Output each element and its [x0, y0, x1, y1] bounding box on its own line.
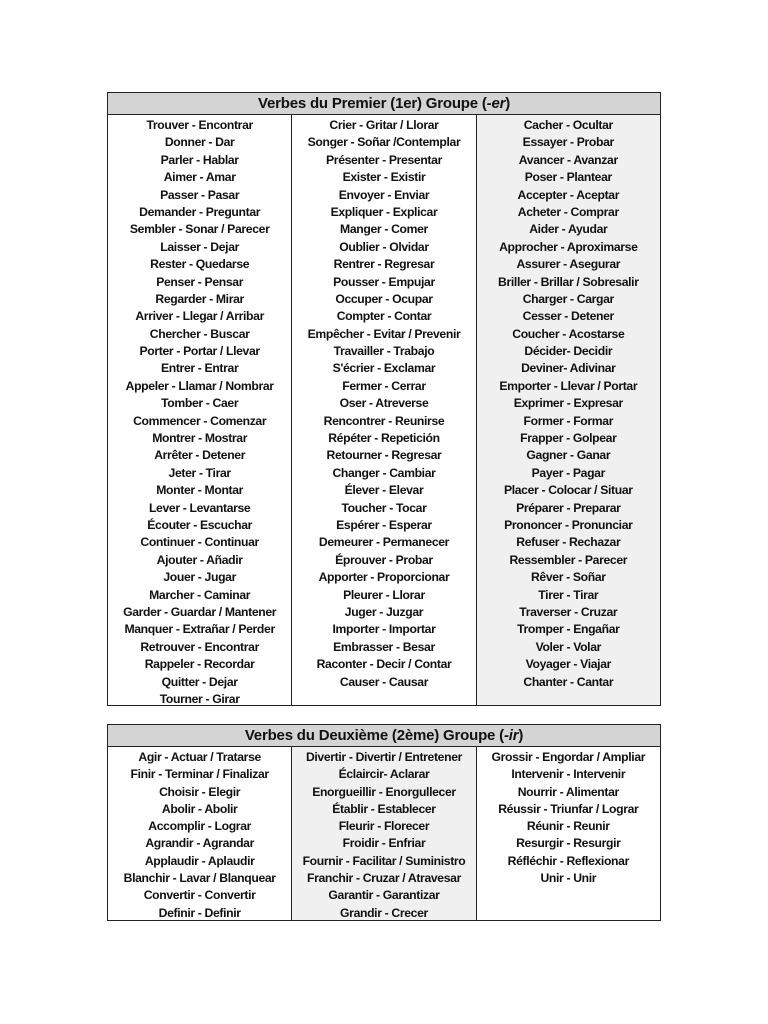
verb-entry: Marcher - Caminar	[149, 587, 251, 602]
verb-entry: Garder - Guardar / Mantener	[123, 604, 277, 619]
verb-entry: Éclaircir- Aclarar	[338, 767, 430, 782]
verb-entry: Pleurer - Llorar	[343, 587, 425, 602]
verb-entry: Causer - Causar	[339, 674, 429, 689]
verb-entry: Retourner - Regresar	[326, 448, 442, 463]
verb-entry: Expliquer - Explicar	[330, 204, 438, 219]
verb-entry: Jeter - Tirar	[168, 465, 231, 480]
verb-entry: Payer - Pagar	[531, 465, 605, 480]
first-group-title-text: Verbes du Premier (1er) Groupe (	[257, 95, 487, 112]
verb-entry: Emporter - Llevar / Portar	[499, 378, 638, 393]
verb-entry: S'écrier - Exclamar	[332, 361, 436, 376]
verb-entry: Rappeler - Recordar	[144, 657, 255, 672]
verb-entry: Rêver - Soñar	[530, 570, 606, 585]
first-group-title-close: )	[505, 95, 511, 112]
verb-entry: Passer - Pasar	[160, 187, 240, 202]
verb-entry: Exister - Existir	[342, 170, 426, 185]
verb-entry: Gagner - Ganar	[526, 448, 611, 463]
verb-entry: Fournir - Facilitar / Suministro	[302, 853, 466, 868]
verb-entry: Agrandir - Agrandar	[145, 836, 255, 851]
second-group-title	[108, 725, 660, 747]
verb-entry: Changer - Cambiar	[332, 465, 436, 480]
verb-entry: Écouter - Escuchar	[147, 517, 253, 532]
verb-entry: Jouer - Jugar	[163, 570, 236, 585]
verb-entry: Grossir - Engordar / Ampliar	[491, 750, 646, 764]
verb-entry: Réunir - Reunir	[526, 819, 610, 834]
verb-entry: Divertir - Divertir / Entretener	[305, 750, 463, 764]
verb-entry: Traverser - Cruzar	[519, 604, 618, 619]
first-group-title-ending: -er	[486, 95, 506, 112]
verb-entry: Chercher - Buscar	[149, 326, 250, 341]
verb-entry: Former - Formar	[523, 413, 614, 428]
verb-entry: Oublier - Olvidar	[339, 239, 429, 254]
verb-entry: Rencontrer - Reunirse	[323, 413, 445, 428]
verb-entry: Accomplir - Lograr	[148, 819, 252, 834]
verb-entry: Demander - Preguntar	[139, 204, 261, 219]
verb-entry: Laisser - Dejar	[160, 239, 240, 254]
verb-entry: Aider - Ayudar	[529, 222, 608, 237]
verb-entry: Réussir - Triunfar / Lograr	[498, 801, 639, 816]
verb-entry: Juger - Juzgar	[344, 604, 424, 619]
verb-entry: Chanter - Cantar	[523, 674, 614, 689]
verb-entry: Compter - Contar	[336, 309, 432, 324]
verb-entry: Refuser - Rechazar	[516, 535, 621, 550]
verb-entry: Intervenir - Intervenir	[511, 767, 626, 782]
verb-entry: Montrer - Mostrar	[152, 431, 248, 446]
verb-entry: Grandir - Crecer	[340, 905, 428, 920]
verb-entry: Nourrir - Alimentar	[517, 784, 619, 799]
verb-entry: Porter - Portar / Llevar	[139, 344, 260, 359]
verb-entry: Parler - Hablar	[160, 152, 239, 167]
verb-entry: Aimer - Amar	[163, 170, 236, 185]
verb-entry: Sembler - Sonar / Parecer	[129, 222, 270, 237]
verb-entry: Penser - Pensar	[156, 274, 244, 289]
verb-entry: Appeler - Llamar / Nombrar	[125, 378, 274, 393]
verb-entry: Travailler - Trabajo	[333, 344, 435, 359]
verb-entry: Raconter - Decir / Contar	[316, 657, 452, 672]
verb-entry: Resurgir - Resurgir	[516, 836, 621, 851]
verb-entry: Élever - Elevar	[344, 483, 424, 498]
verb-entry: Ressembler - Parecer	[509, 552, 628, 567]
verb-entry: Choisir - Elegir	[159, 784, 241, 799]
verb-entry: Unir - Unir	[540, 871, 597, 886]
verb-entry: Arriver - Llegar / Arribar	[135, 309, 264, 324]
verb-entry: Briller - Brillar / Sobresalir	[498, 274, 639, 289]
verb-entry: Quitter - Dejar	[161, 674, 238, 689]
verb-entry: Placer - Colocar / Situar	[503, 483, 633, 498]
verb-entry: Fleurir - Florecer	[338, 819, 430, 834]
second-group-column-2	[291, 747, 475, 920]
verb-entry: Blanchir - Lavar / Blanquear	[123, 871, 276, 886]
second-group-title-close: )	[518, 727, 524, 744]
verb-entry: Continuer - Continuar	[140, 535, 259, 550]
verb-entry: Empêcher - Evitar / Prevenir	[307, 326, 461, 341]
verb-entry: Voyager - Viajar	[525, 657, 612, 672]
verb-entry: Applaudir - Aplaudir	[144, 853, 255, 868]
verb-entry: Retrouver - Encontrar	[140, 639, 259, 654]
verb-entry: Importer - Importar	[332, 622, 436, 637]
verb-entry: Demeurer - Permanecer	[318, 535, 450, 550]
verb-entry: Assurer - Asegurar	[516, 257, 621, 272]
verb-entry: Lever - Levantarse	[148, 500, 251, 515]
second-group-title-text: Verbes du Deuxième (2ème) Groupe (	[244, 727, 504, 744]
verb-entry: Tromper - Engañar	[517, 622, 620, 637]
verb-entry: Préparer - Preparar	[516, 500, 621, 515]
second-group-title-ending: -ir	[503, 727, 519, 744]
verb-entry: Cesser - Detener	[522, 309, 614, 324]
verb-entry: Crier - Gritar / Llorar	[329, 118, 439, 132]
verb-entry: Acheter - Comprar	[517, 204, 619, 219]
verb-entry: Exprimer - Expresar	[513, 396, 623, 411]
second-group-column-1	[108, 747, 291, 920]
verb-entry: Voler - Volar	[535, 639, 602, 654]
verb-entry: Abolir - Abolir	[161, 801, 238, 816]
verb-entry: Franchir - Cruzar / Atravesar	[306, 871, 461, 886]
verb-entry: Pousser - Empujar	[333, 274, 435, 289]
verb-entry: Oser - Atreverse	[339, 396, 429, 411]
verb-entry: Coucher - Acostarse	[512, 326, 625, 341]
first-group-table	[107, 92, 661, 706]
verb-entry: Accepter - Aceptar	[517, 187, 620, 202]
verb-entry: Rester - Quedarse	[150, 257, 250, 272]
verb-entry: Avancer - Avanzar	[518, 152, 618, 167]
verb-entry: Prononcer - Pronunciar	[504, 517, 633, 532]
verb-entry: Trouver - Encontrar	[146, 118, 253, 132]
verb-entry: Entrer - Entrar	[160, 361, 239, 376]
verb-entry: Monter - Montar	[156, 483, 244, 498]
verb-entry: Donner - Dar	[164, 135, 235, 150]
verb-entry: Arrêter - Detener	[154, 448, 246, 463]
verb-entry: Éprouver - Probar	[335, 552, 433, 567]
verb-entry: Présenter - Presentar	[326, 152, 442, 167]
verb-entry: Rentrer - Regresar	[333, 257, 435, 272]
verb-entry: Froidir - Enfriar	[342, 836, 426, 851]
verb-entry: Agir - Actuar / Tratarse	[138, 750, 261, 764]
verb-entry: Definir - Definir	[158, 905, 241, 920]
verb-entry: Décider- Decidir	[524, 344, 613, 359]
second-group-table	[107, 724, 661, 921]
verb-entry: Charger - Cargar	[522, 291, 614, 306]
verb-entry: Ajouter - Añadir	[156, 552, 243, 567]
verb-entry: Deviner- Adivinar	[521, 361, 616, 376]
verb-entry: Garantir - Garantizar	[328, 888, 440, 903]
first-group-column-3	[476, 115, 660, 705]
first-group-column-1	[108, 115, 291, 705]
verb-entry: Approcher - Aproximarse	[499, 239, 638, 254]
verb-entry: Songer - Soñar /Contemplar	[307, 135, 461, 150]
verb-entry: Toucher - Tocar	[341, 500, 427, 515]
verb-entry: Tourner - Girar	[159, 691, 240, 706]
verb-entry: Envoyer - Enviar	[338, 187, 430, 202]
verb-entry: Réfléchir - Reflexionar	[507, 853, 629, 868]
verb-entry: Espérer - Esperar	[336, 517, 432, 532]
first-group-title	[108, 93, 660, 115]
verb-entry: Regarder - Mirar	[155, 291, 244, 306]
first-group-column-2	[291, 115, 475, 705]
verb-entry: Manquer - Extrañar / Perder	[124, 622, 275, 637]
verb-entry: Cacher - Ocultar	[523, 118, 613, 132]
verb-entry: Tirer - Tirar	[538, 587, 599, 602]
verb-entry: Répéter - Repetición	[328, 431, 440, 446]
verb-entry: Tomber - Caer	[161, 396, 239, 411]
verb-entry: Manger - Comer	[340, 222, 428, 237]
verb-entry: Poser - Plantear	[524, 170, 612, 185]
verb-entry: Fermer - Cerrar	[342, 378, 426, 393]
verb-entry: Établir - Establecer	[332, 801, 436, 816]
verb-entry: Essayer - Probar	[522, 135, 614, 150]
second-group-column-3	[476, 747, 660, 920]
verb-entry: Finir - Terminar / Finalizar	[130, 767, 269, 782]
verb-entry: Frapper - Golpear	[520, 431, 617, 446]
verb-entry: Convertir - Convertir	[143, 888, 256, 903]
verb-entry: Enorgueillir - Enorgullecer	[312, 784, 456, 799]
verb-entry: Embrasser - Besar	[333, 639, 435, 654]
verb-entry: Commencer - Comenzar	[133, 413, 267, 428]
verb-entry: Occuper - Ocupar	[335, 291, 433, 306]
verb-entry: Apporter - Proporcionar	[318, 570, 450, 585]
